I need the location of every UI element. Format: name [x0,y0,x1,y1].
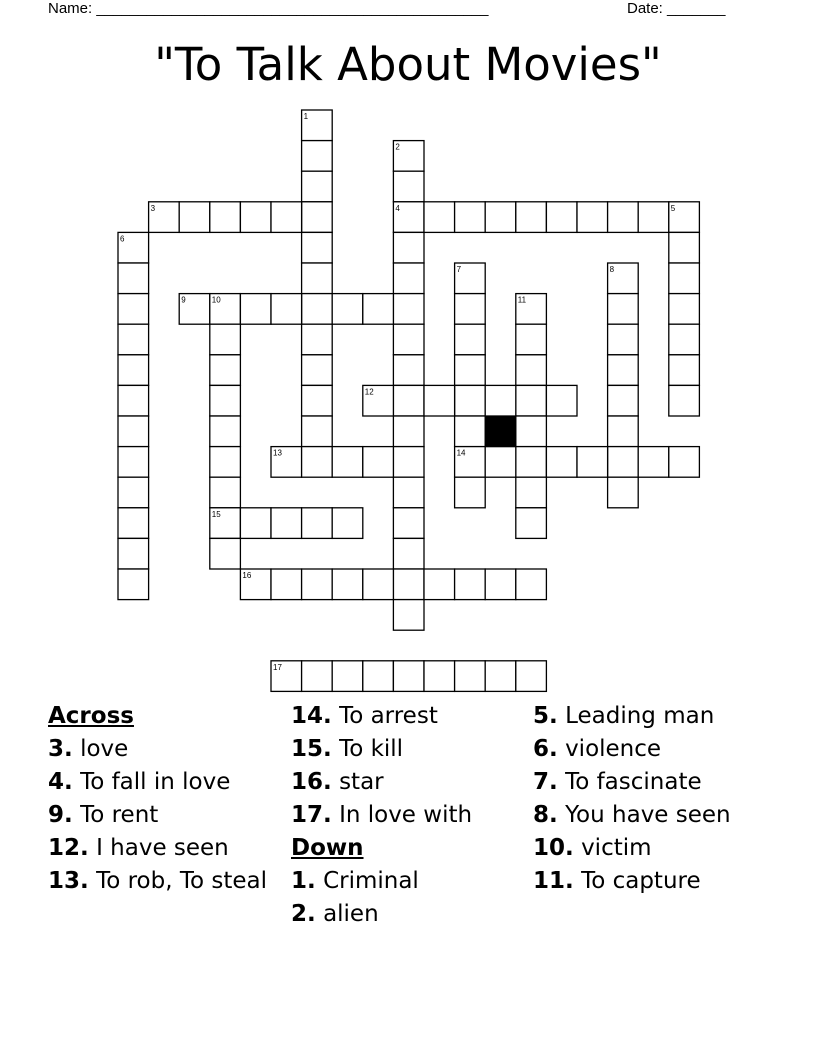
grid-cell[interactable] [455,477,486,508]
grid-cell[interactable] [608,416,639,447]
grid-cell[interactable] [455,202,486,233]
clue-number: 9. [48,802,73,828]
clue-text: I have seen [96,835,229,861]
clue-text: victim [581,835,652,861]
clue-across-4 [48,768,268,796]
grid-cell[interactable] [455,569,486,600]
clue-number: 1. [291,868,316,894]
clue-text: To kill [339,736,404,762]
clue-number: 15. [291,736,332,762]
clue-text: To arrest [339,703,438,729]
clue-number: 16. [291,769,332,795]
grid-cell[interactable] [424,569,455,600]
grid-cell[interactable] [302,232,333,263]
grid-cell[interactable] [210,447,241,478]
clue-across-16 [291,768,516,796]
grid-cell[interactable] [393,538,424,569]
grid-cell[interactable] [608,447,639,478]
grid-cell[interactable] [332,569,363,600]
grid-clue-number: 16 [242,571,252,580]
grid-clue-number: 3 [150,203,156,213]
clue-text: violence [565,736,662,762]
grid-clue-number: 17 [273,662,282,672]
clue-number: 8. [533,802,558,828]
grid-cell[interactable] [118,538,149,569]
clue-down-6 [533,735,773,763]
grid-cell[interactable] [424,661,455,692]
clue-across-17 [291,801,516,829]
grid-cell[interactable] [302,171,333,202]
grid-cell[interactable] [455,661,486,692]
date-field-line: Date: _______ [627,0,726,17]
grid-cell[interactable] [608,202,639,233]
grid-cell[interactable] [210,324,241,355]
grid-cell[interactable] [516,508,547,539]
grid-cell[interactable] [455,324,486,355]
across-heading: Across [48,703,134,729]
grid-cell[interactable] [240,202,271,233]
grid-clue-number: 11 [517,295,527,305]
clue-down-2 [291,900,516,928]
grid-cell[interactable] [363,569,394,600]
clue-down-1 [291,867,516,895]
clue-across-13 [48,867,268,895]
grid-cell[interactable] [271,508,302,539]
grid-cell[interactable] [516,355,547,386]
puzzle-title: "To Talk About Movies" [154,38,662,91]
clue-text: Criminal [323,868,419,894]
grid-cell[interactable] [669,447,700,478]
grid-cell[interactable] [271,202,302,233]
clue-number: 7. [533,769,558,795]
grid-cell[interactable] [118,447,149,478]
grid-cell[interactable] [546,202,577,233]
grid-cell[interactable] [118,355,149,386]
clue-number: 4. [48,769,73,795]
grid-clue-number: 1 [303,112,309,121]
grid-cell[interactable] [455,385,486,416]
clue-text: You have seen [565,802,731,828]
grid-cell[interactable] [179,202,210,233]
grid-cell[interactable] [118,477,149,508]
grid-cell[interactable] [302,569,333,600]
grid-cell[interactable] [332,447,363,478]
grid-cell[interactable] [302,661,333,692]
grid-cell[interactable] [608,355,639,386]
clues-column-3 [533,702,773,900]
grid-cell[interactable] [210,355,241,386]
clue-text: Leading man [565,703,715,729]
grid-clue-number: 14 [456,448,466,458]
grid-cell[interactable] [485,385,516,416]
grid-cell[interactable] [393,416,424,447]
grid-cell[interactable] [485,661,516,692]
grid-cell[interactable] [210,416,241,447]
grid-cell[interactable] [638,447,669,478]
clue-text: In love with [339,802,473,828]
grid-cell[interactable] [577,202,608,233]
grid-cell[interactable] [393,294,424,325]
grid-cell[interactable] [608,294,639,325]
grid-cell[interactable] [118,385,149,416]
grid-cell[interactable] [302,447,333,478]
grid-cell[interactable] [546,447,577,478]
grid-cell[interactable] [516,661,547,692]
clue-number: 17. [291,802,332,828]
grid-cell[interactable] [393,508,424,539]
black-cell [485,416,516,447]
clue-across-9 [48,801,268,829]
grid-cell[interactable] [393,232,424,263]
grid-cell[interactable] [302,324,333,355]
grid-cell[interactable] [332,661,363,692]
grid-cell[interactable] [393,477,424,508]
grid-cell[interactable] [516,202,547,233]
clue-number: 13. [48,868,89,894]
grid-cell[interactable] [118,263,149,294]
grid-cell[interactable] [302,263,333,294]
grid-cell[interactable] [302,416,333,447]
clue-down-10 [533,834,773,862]
grid-cell[interactable] [210,477,241,508]
clue-text: star [339,769,384,795]
grid-clue-number: 12 [364,387,374,397]
grid-cell[interactable] [210,202,241,233]
grid-cell[interactable] [271,569,302,600]
grid-cell[interactable] [669,294,700,325]
clue-number: 6. [533,736,558,762]
clue-down-11 [533,867,773,895]
grid-cell[interactable] [393,385,424,416]
clue-down-7 [533,768,773,796]
clue-across-14 [291,702,516,730]
grid-cell[interactable] [393,263,424,294]
grid-cell[interactable] [393,171,424,202]
grid-cell[interactable] [363,661,394,692]
grid-clue-number: 7 [456,265,462,274]
grid-cell[interactable] [485,202,516,233]
grid-cell[interactable] [669,324,700,355]
grid-clue-number: 10 [211,295,221,305]
grid-cell[interactable] [118,416,149,447]
grid-cell[interactable] [210,538,241,569]
grid-cell[interactable] [669,232,700,263]
grid-clue-number: 13 [273,448,282,458]
grid-cell[interactable] [669,385,700,416]
grid-cell[interactable] [669,355,700,386]
clues-column-2 [291,702,516,933]
grid-cell[interactable] [638,202,669,233]
clue-across-12 [48,834,268,862]
grid-cell[interactable] [393,447,424,478]
clue-across-3 [48,735,268,763]
grid-cell[interactable] [271,294,302,325]
clue-number: 14. [291,703,332,729]
grid-cell[interactable] [302,385,333,416]
grid-cell[interactable] [118,569,149,600]
grid-clue-number: 9 [181,295,186,305]
grid-cell[interactable] [516,569,547,600]
grid-clue-number: 5 [670,203,676,213]
grid-cell[interactable] [302,355,333,386]
grid-cell[interactable] [424,202,455,233]
grid-cell[interactable] [516,324,547,355]
clue-text: love [80,736,129,762]
grid-clue-number: 4 [395,203,400,213]
clue-text: To rent [80,802,159,828]
clue-text: To fascinate [565,769,702,795]
clue-number: 12. [48,835,89,861]
grid-cell[interactable] [485,447,516,478]
grid-cell[interactable] [240,508,271,539]
grid-cell[interactable] [577,447,608,478]
grid-cell[interactable] [393,324,424,355]
grid-cell[interactable] [332,294,363,325]
clue-text: To rob, To steal [96,868,267,894]
grid-cell[interactable] [332,508,363,539]
grid-cell[interactable] [455,416,486,447]
clue-text: To capture [581,868,701,894]
grid-cell[interactable] [118,324,149,355]
grid-cell[interactable] [455,355,486,386]
grid-cell[interactable] [516,477,547,508]
clue-text: To fall in love [80,769,231,795]
grid-cell[interactable] [608,477,639,508]
clue-number: 10. [533,835,574,861]
name-field-line: Name: _______________________________________________ [48,0,489,17]
down-heading: Down [291,835,364,861]
clue-number: 3. [48,736,73,762]
grid-cell[interactable] [455,294,486,325]
grid-cell[interactable] [210,385,241,416]
grid-clue-number: 15 [211,509,221,519]
grid-cell[interactable] [516,447,547,478]
clues-column-1 [48,702,268,900]
grid-cell[interactable] [669,263,700,294]
grid-cell[interactable] [485,569,516,600]
grid-cell[interactable] [393,661,424,692]
grid-cell[interactable] [302,508,333,539]
clue-number: 5. [533,703,558,729]
grid-cell[interactable] [302,141,333,172]
grid-cell[interactable] [516,385,547,416]
grid-cell[interactable] [363,447,394,478]
grid-cell[interactable] [546,385,577,416]
grid-cell[interactable] [424,385,455,416]
grid-cell[interactable] [608,385,639,416]
grid-cell[interactable] [393,600,424,631]
grid-cell[interactable] [302,202,333,233]
grid-cell[interactable] [302,294,333,325]
grid-cell[interactable] [118,508,149,539]
clue-down-8 [533,801,773,829]
grid-cell[interactable] [393,569,424,600]
clue-across-15 [291,735,516,763]
grid-cell[interactable] [240,294,271,325]
clue-down-5 [533,702,773,730]
grid-cell[interactable] [363,294,394,325]
grid-clue-number: 8 [609,265,615,274]
clue-number: 2. [291,901,316,927]
grid-cell[interactable] [393,355,424,386]
grid-cell[interactable] [516,416,547,447]
grid-clue-number: 2 [395,142,400,152]
grid-cell[interactable] [608,324,639,355]
grid-clue-number: 6 [120,234,125,244]
grid-cell[interactable] [118,294,149,325]
clue-number: 11. [533,868,574,894]
clue-text: alien [323,901,379,927]
